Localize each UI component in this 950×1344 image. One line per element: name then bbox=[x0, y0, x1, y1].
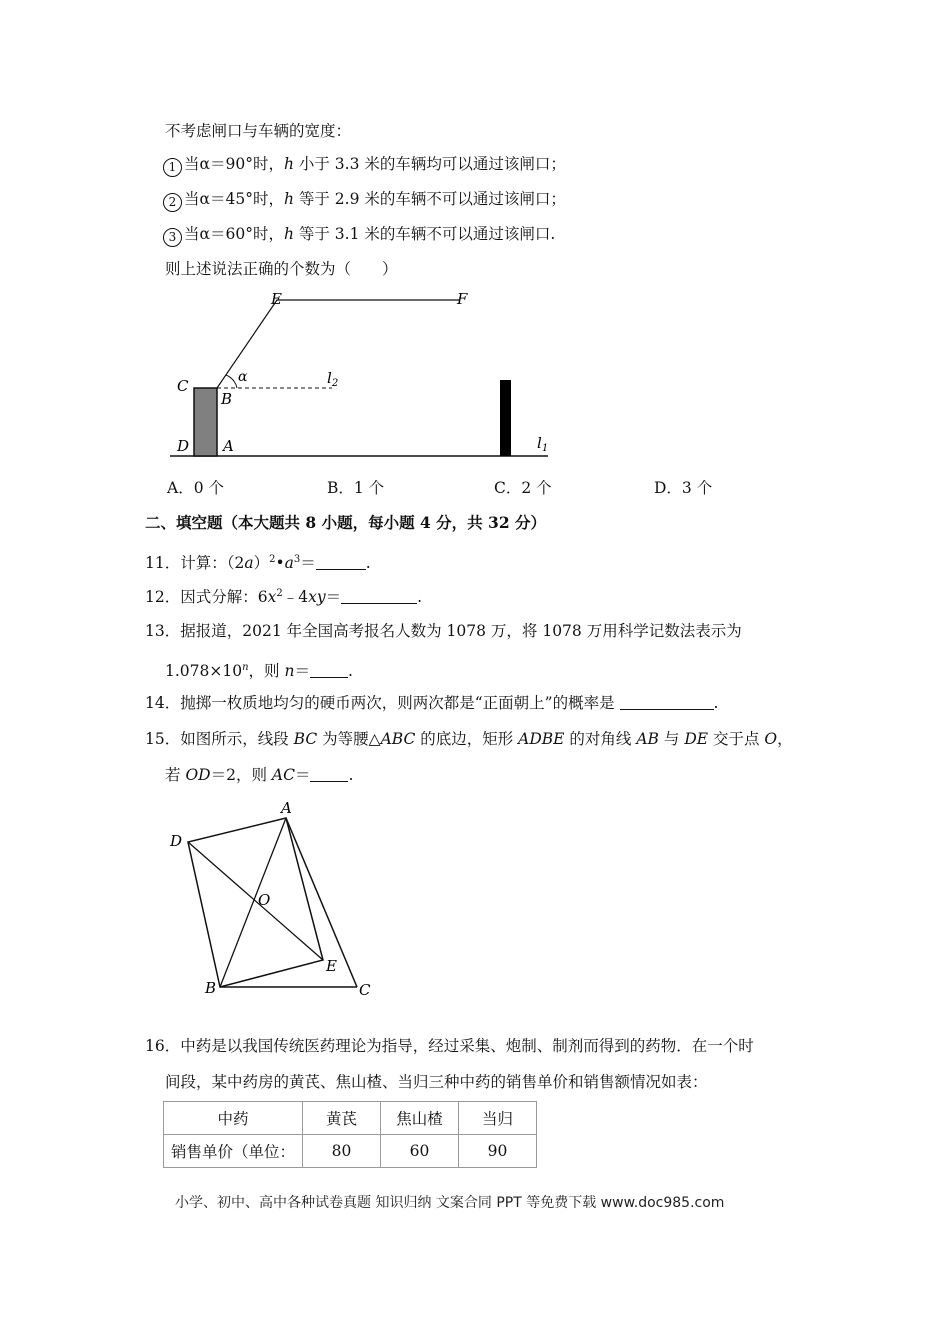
label-D: D bbox=[177, 437, 190, 455]
page-footer: 小学、初中、高中各种试卷真题 知识归纳 文案合同 PPT 等免费下载 www.doc985.com bbox=[175, 1195, 725, 1211]
label-C: C bbox=[359, 981, 371, 999]
geometry-figure bbox=[160, 795, 390, 1005]
label-D: D bbox=[170, 832, 183, 850]
label-O: O bbox=[258, 891, 271, 909]
label-B: B bbox=[221, 390, 233, 408]
label-F: F bbox=[457, 290, 468, 308]
table-cell: 60 bbox=[381, 1135, 459, 1168]
option-a: A．0 个 bbox=[167, 479, 224, 497]
label-A: A bbox=[281, 799, 292, 817]
question-16-line-1: 16．中药是以我国传统医药理论为指导，经过采集、炮制、制剂而得到的药物．在一个时 bbox=[145, 1037, 754, 1055]
table-cell: 90 bbox=[459, 1135, 537, 1168]
label-l1: $l_1$ bbox=[537, 434, 549, 454]
option-c: C．2 个 bbox=[494, 479, 552, 497]
question-14: 14．抛掷一枚质地均匀的硬币两次，则两次都是“正面朝上”的概率是 . bbox=[145, 694, 719, 712]
answer-blank[interactable] bbox=[310, 663, 348, 678]
answer-blank[interactable] bbox=[310, 767, 348, 782]
question-12: 12．因式分解：$6x^2﹣4xy=$ . bbox=[145, 588, 423, 607]
vehicle-bar bbox=[500, 380, 511, 456]
label-E: E bbox=[271, 290, 282, 308]
gate-arm bbox=[217, 300, 460, 388]
label-alpha: α bbox=[238, 369, 248, 385]
question-16-line-2: 间段，某中药房的黄芪、焦山楂、当归三种中药的销售单价和销售额情况如表： bbox=[165, 1073, 708, 1091]
gate-post bbox=[194, 388, 217, 456]
diagonal-AB bbox=[220, 818, 286, 987]
question-15-line-2: 若 OD＝2，则 AC＝ . bbox=[165, 766, 354, 784]
table-header-cell: 中药 bbox=[164, 1102, 303, 1135]
label-A: A bbox=[223, 437, 234, 455]
label-l2: $l_2$ bbox=[327, 369, 339, 389]
circled-number-3: 3 bbox=[163, 228, 182, 247]
answer-blank[interactable] bbox=[620, 695, 714, 710]
answer-blank[interactable] bbox=[316, 555, 366, 570]
label-E: E bbox=[326, 957, 337, 975]
rectangle-ADBE bbox=[188, 818, 323, 987]
q10-intro: 不考虑闸口与车辆的宽度： bbox=[165, 122, 352, 140]
table-header-cell: 焦山楂 bbox=[381, 1102, 459, 1135]
q10-question: 则上述说法正确的个数为（ ） bbox=[165, 260, 398, 278]
table-header-cell: 当归 bbox=[459, 1102, 537, 1135]
angle-arc bbox=[226, 375, 237, 388]
question-13-line-2: $1.078\times 10^n$，则 n＝ . bbox=[165, 662, 353, 681]
q10-item-3: 3 当α＝60°时，h 等于 3.1 米的车辆不可以通过该闸口. bbox=[163, 224, 555, 247]
answer-blank[interactable] bbox=[341, 589, 417, 604]
label-B: B bbox=[205, 979, 217, 997]
table-cell: 80 bbox=[303, 1135, 381, 1168]
question-11: 11．计算：$(2a)^2•a^3=$ . bbox=[145, 554, 371, 573]
table-header-cell: 黄芪 bbox=[303, 1102, 381, 1135]
label-C: C bbox=[177, 377, 189, 395]
gate-figure bbox=[160, 285, 580, 465]
table-cell: 销售单价（单位： bbox=[164, 1135, 303, 1168]
circled-number-1: 1 bbox=[163, 158, 182, 177]
question-13-line-1: 13．据报道，2021 年全国高考报名人数为 1078 万，将 1078 万用科学记数法表示为 bbox=[145, 622, 742, 640]
question-15-line-1: 15．如图所示，线段 BC 为等腰△ABC 的底边，矩形 ADBE 的对角线 AB 与 DE 交于点 O， bbox=[145, 730, 793, 748]
table-row bbox=[164, 1135, 537, 1168]
section-title: 二、填空题（本大题共 8 小题，每小题 4 分，共 32 分） bbox=[145, 513, 547, 532]
table-header-row bbox=[164, 1102, 537, 1135]
circled-number-2: 2 bbox=[163, 193, 182, 212]
q10-item-1: 1 当α＝90°时，h 小于 3.3 米的车辆均可以通过该闸口； bbox=[163, 154, 566, 177]
option-d: D．3 个 bbox=[654, 479, 713, 497]
sales-table bbox=[163, 1101, 537, 1168]
q10-item-2: 2 当α＝45°时，h 等于 2.9 米的车辆不可以通过该闸口； bbox=[163, 189, 566, 212]
segment-AC bbox=[286, 818, 357, 987]
option-b: B．1 个 bbox=[327, 479, 385, 497]
